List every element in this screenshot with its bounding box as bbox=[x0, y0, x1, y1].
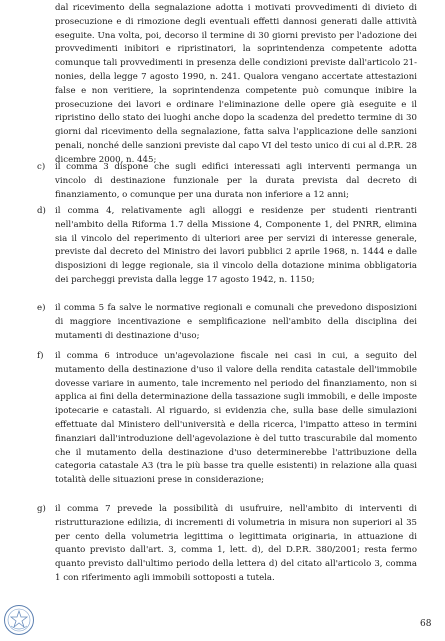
list-item-text: il comma 5 fa salve le normative regionali e comunali che prevedono disposizioni di maggiore incentivazione e semplificazione nell'ambito della disciplina dei mutamenti di destinazione d'uso; bbox=[55, 303, 417, 341]
page-number: 68 bbox=[420, 619, 432, 629]
list-item-text: il comma 3 dispone che sugli edifici interessati agli interventi permanga un vincolo di destinazione funzionale per la durata prevista dal decreto di finanziamento, o comunque per una durata non inferiore a 12 anni; bbox=[55, 162, 417, 200]
list-label: d) bbox=[37, 206, 46, 216]
list-label: e) bbox=[37, 303, 46, 313]
list-label: g) bbox=[37, 504, 46, 514]
paragraph-continuation: dal ricevimento della segnalazione adotta i motivati provvedimenti di divieto di prosecuzione e di rimozione degli eventuali effetti dannosi generati dalle attività eseguite. Una volta, poi, decorso il termine di 30 giorni previsto per l'adozione dei provvedimenti inibitori e ripristinatori, la soprintendenza competente adotta comunque tali provvedimenti in presenza delle condizioni previste dall'articolo 21-nonies, della legge 7 agosto 1990, n. 241. Qualora vengano accertate attestazioni false e non veritiere, la soprintendenza competente può comunque inibire la prosecuzione dei lavori e ordinare l'eliminazione delle opere già eseguite e il ripristino dello stato dei luoghi anche dopo la scadenza del predetto termine di 30 giorni dal ricevimento della segnalazione, fatta salva l'applicazione delle sanzioni penali, nonché delle sanzioni previste dal capo VI del testo unico di cui al d.P.R. 28 dicembre 2000, n. 445; bbox=[55, 3, 417, 165]
list-item-text: il comma 6 introduce un'agevolazione fiscale nei casi in cui, a seguito del mutamento della destinazione d'uso il valore della rendita catastale dell'immobile dovesse variare in aumento, tale incremento nel periodo del finanziamento, non si applica ai fini della determinazione della tassazione sugli immobili, e delle imposte ipotecarie e catastali. Al riguardo, si evidenzia che, sulla base delle simulazioni effettuate dal Ministero dell'università e della ricerca, l'impatto atteso in termini finanziari dall'introduzione dell'agevolazione è del tutto trascurabile dal momento che il mutamento della destinazione d'uso determinerebbe l'attribuzione della categoria catastale A3 (tra le più basse tra quelle esistenti) in relazione alla quasi totalità delle situazioni prese in considerazione; bbox=[55, 351, 417, 486]
emblem-seal-icon bbox=[3, 604, 35, 636]
list-label: c) bbox=[37, 162, 46, 172]
list-label: f) bbox=[37, 351, 44, 361]
list-item-text: il comma 7 prevede la possibilità di usufruire, nell'ambito di interventi di ristrutturazione edilizia, di incrementi di volumetria in misura non superiori al 35 per cento della volumetria legittima o legittimata originaria, in attuazione di quanto previsto dall'art. 3, comma 1, lett. d), del D.P.R. 380/2001; resta fermo quanto previsto dall'ultimo periodo della lettera d) del citato all'articolo 3, comma 1 con riferimento agli immobili sottoposti a tutela. bbox=[55, 504, 417, 583]
list-item-text: il comma 4, relativamente agli alloggi e residenze per studenti rientranti nell'ambito della Riforma 1.7 della Missione 4, Componente 1, del PNRR, elimina sia il vincolo del reperimento di ulteriori aree per servizi di interesse generale, previste dal decreto del Ministro dei lavori pubblici 2 aprile 1968, n. 1444 e dalle disposizioni di legge regionale, sia il vincolo della dotazione minima obbligatoria dei parcheggi prevista dalla legge 17 agosto 1942, n. 1150; bbox=[55, 206, 417, 285]
